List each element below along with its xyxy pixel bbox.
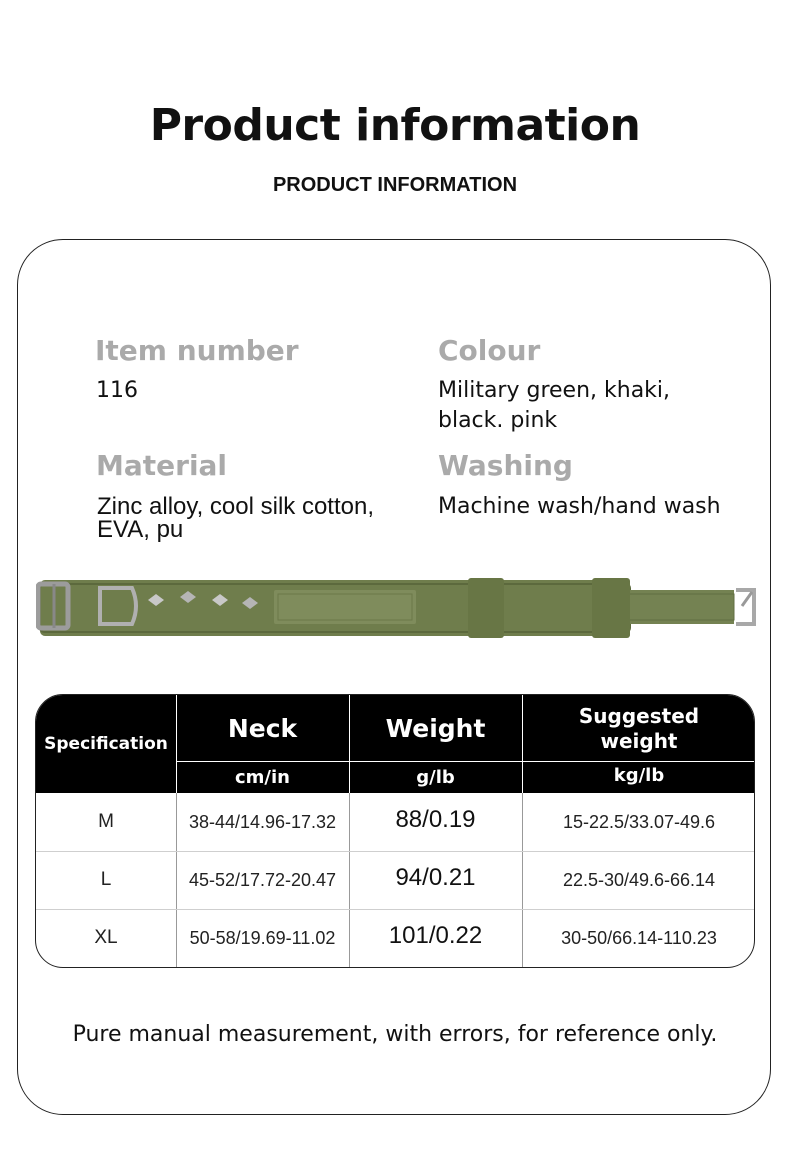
size-table (35, 694, 755, 968)
table-row-neck: 45-52/17.72-20.47 (188, 869, 337, 890)
neck-unit: cm/in (235, 766, 290, 788)
colour-value-line1: Military green, khaki, (438, 378, 671, 403)
table-row-neck: 38-44/14.96-17.32 (188, 811, 337, 832)
table-row-suggested: 30-50/66.14-110.23 (561, 927, 717, 948)
neck-header: Neck (227, 713, 298, 743)
washing-value: Machine wash/hand wash (438, 494, 721, 519)
material-label: Material (96, 449, 228, 482)
spec-header: Specification (44, 734, 168, 754)
table-row-weight: 94/0.21 (395, 864, 476, 891)
item-number-label: Item number (95, 334, 299, 367)
table-row-weight: 88/0.19 (395, 806, 476, 833)
weight-header: Weight (385, 713, 486, 743)
product-info-card (17, 239, 771, 1115)
item-number-value: 116 (96, 378, 138, 403)
header-divider (522, 695, 523, 793)
collar-image (36, 570, 760, 648)
page-title: Product information (149, 100, 641, 151)
washing-label: Washing (438, 449, 573, 482)
material-value-line1: Zinc alloy, cool silk cotton, (97, 493, 374, 520)
table-row-neck: 50-58/19.69-11.02 (189, 927, 336, 948)
measurement-note: Pure manual measurement, with errors, for reference only. (72, 1022, 718, 1047)
suggested-weight-header-line2: weight (600, 729, 678, 753)
colour-label: Colour (438, 334, 541, 367)
table-row-suggested: 15-22.5/33.07-49.6 (562, 811, 716, 832)
collar-velcro-patch (274, 590, 416, 624)
suggested-weight-unit: kg/lb (613, 764, 665, 786)
page-subtitle: PRODUCT INFORMATION (272, 174, 518, 196)
table-row-size: L (100, 869, 112, 890)
header-divider (176, 761, 755, 762)
collar-end-buckle (736, 590, 754, 624)
colour-value-line2: black. pink (438, 408, 558, 433)
table-row-size: XL (94, 927, 118, 948)
material-value-line2: EVA, pu (97, 516, 184, 543)
table-row-suggested: 22.5-30/49.6-66.14 (562, 869, 716, 890)
suggested-weight-header-line1: Suggested (578, 704, 700, 728)
weight-unit: g/lb (416, 766, 455, 788)
header-divider (176, 695, 177, 793)
table-row-weight: 101/0.22 (388, 922, 483, 949)
table-row-size: M (98, 811, 114, 832)
header-divider (349, 695, 350, 793)
